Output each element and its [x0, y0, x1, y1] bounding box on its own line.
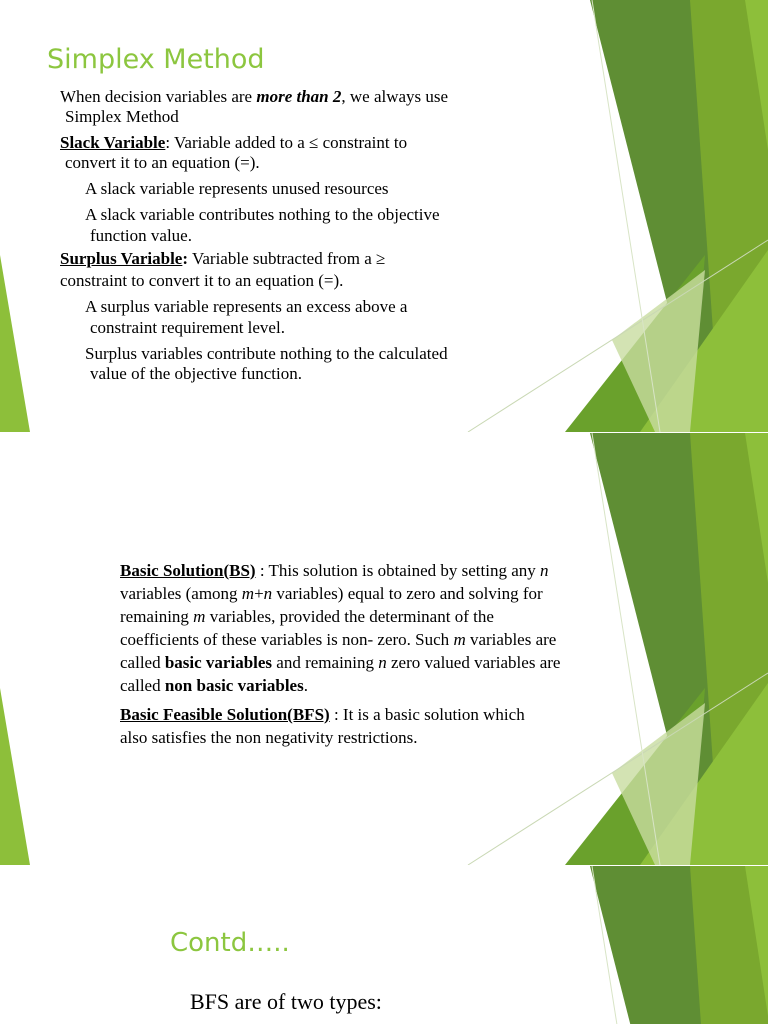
surplus-colon: :: [182, 249, 189, 268]
surplus-variable-definition: [60, 248, 385, 269]
non-basic-variables-term: non basic variables: [164, 676, 304, 695]
bs-line-4: [120, 628, 560, 651]
slack-variable-definition: [60, 132, 407, 153]
slack-point-2: A slack variable contributes nothing to the objective: [85, 205, 440, 224]
var-n: n: [540, 561, 549, 580]
intro-text-line2: Simplex Method: [65, 107, 179, 126]
basic-solution-definition: [120, 559, 560, 697]
slack-variable-term: Slack Variable: [60, 133, 166, 152]
basic-solution-term: Basic Solution(BS): [120, 561, 256, 580]
var-n: n: [378, 653, 387, 672]
surplus-point-2: Surplus variables contribute nothing to the calculated: [85, 344, 448, 363]
slack-point-2-cont: function value.: [90, 226, 192, 245]
surplus-def-1: Variable subtracted from a ≥: [188, 249, 386, 268]
surplus-point-1-cont: constraint requirement level.: [90, 318, 285, 337]
bs-line-2: [120, 582, 560, 605]
bs-text: variables, provided the determinant of the: [205, 607, 494, 626]
slide-contd: [0, 866, 768, 1024]
var-n: n: [263, 584, 273, 603]
surplus-point-2-cont: value of the objective function.: [90, 364, 302, 383]
intro-post: , we always use: [341, 87, 449, 106]
var-m: m: [453, 630, 466, 649]
bfs-line-2: also satisfies the non negativity restrictions.: [120, 728, 418, 747]
slack-point-1: A slack variable represents unused resources: [85, 179, 389, 198]
bs-text: and remaining: [272, 653, 379, 672]
surplus-def-2: constraint to convert it to an equation (=).: [60, 271, 344, 290]
bs-line-6: [120, 674, 560, 697]
bs-text: : This solution is obtained by setting any: [255, 561, 540, 580]
bfs-term: Basic Feasible Solution(BFS): [120, 705, 330, 724]
bs-text: variables (among: [120, 584, 242, 603]
bs-text: coefficients of these variables is non- zero. Such: [120, 630, 454, 649]
slide-simplex-method: [0, 0, 768, 432]
bfs-line-1: [120, 703, 525, 726]
bfs-definition: [120, 703, 525, 749]
surplus-point-1: A surplus variable represents an excess above a: [85, 297, 408, 316]
var-m: m: [193, 607, 206, 626]
bfs-text: : It is a basic solution which: [329, 705, 525, 724]
slack-def-2: convert it to an equation (=).: [65, 153, 260, 172]
page-title: Simplex Method: [47, 44, 265, 75]
contd-title: Contd…..: [170, 928, 290, 958]
basic-variables-term: basic variables: [164, 653, 273, 672]
intro-pre: When decision variables are: [60, 87, 257, 106]
bfs-types-text: BFS are of two types:: [190, 989, 382, 1014]
bs-line-3: [120, 605, 560, 628]
slide-basic-solution: [0, 433, 768, 865]
bs-text: variables) equal to zero and solving for: [272, 584, 543, 603]
var-m: m: [241, 584, 255, 603]
bs-text: called: [120, 653, 165, 672]
bs-text: zero valued variables are: [386, 653, 561, 672]
bs-text: variables are: [465, 630, 557, 649]
slack-def-1: : Variable added to a ≤ constraint to: [165, 133, 408, 152]
bs-text: called: [120, 676, 165, 695]
surplus-variable-term: Surplus Variable: [60, 249, 183, 268]
intro-text: [60, 86, 448, 107]
bs-text: remaining: [120, 607, 194, 626]
green-chevron-decoration: [0, 866, 768, 1024]
bs-line-1: [120, 559, 560, 582]
bs-text: .: [303, 676, 308, 695]
intro-emphasis: more than 2: [256, 87, 342, 106]
bs-line-5: [120, 651, 560, 674]
plus-sign: +: [254, 584, 264, 603]
